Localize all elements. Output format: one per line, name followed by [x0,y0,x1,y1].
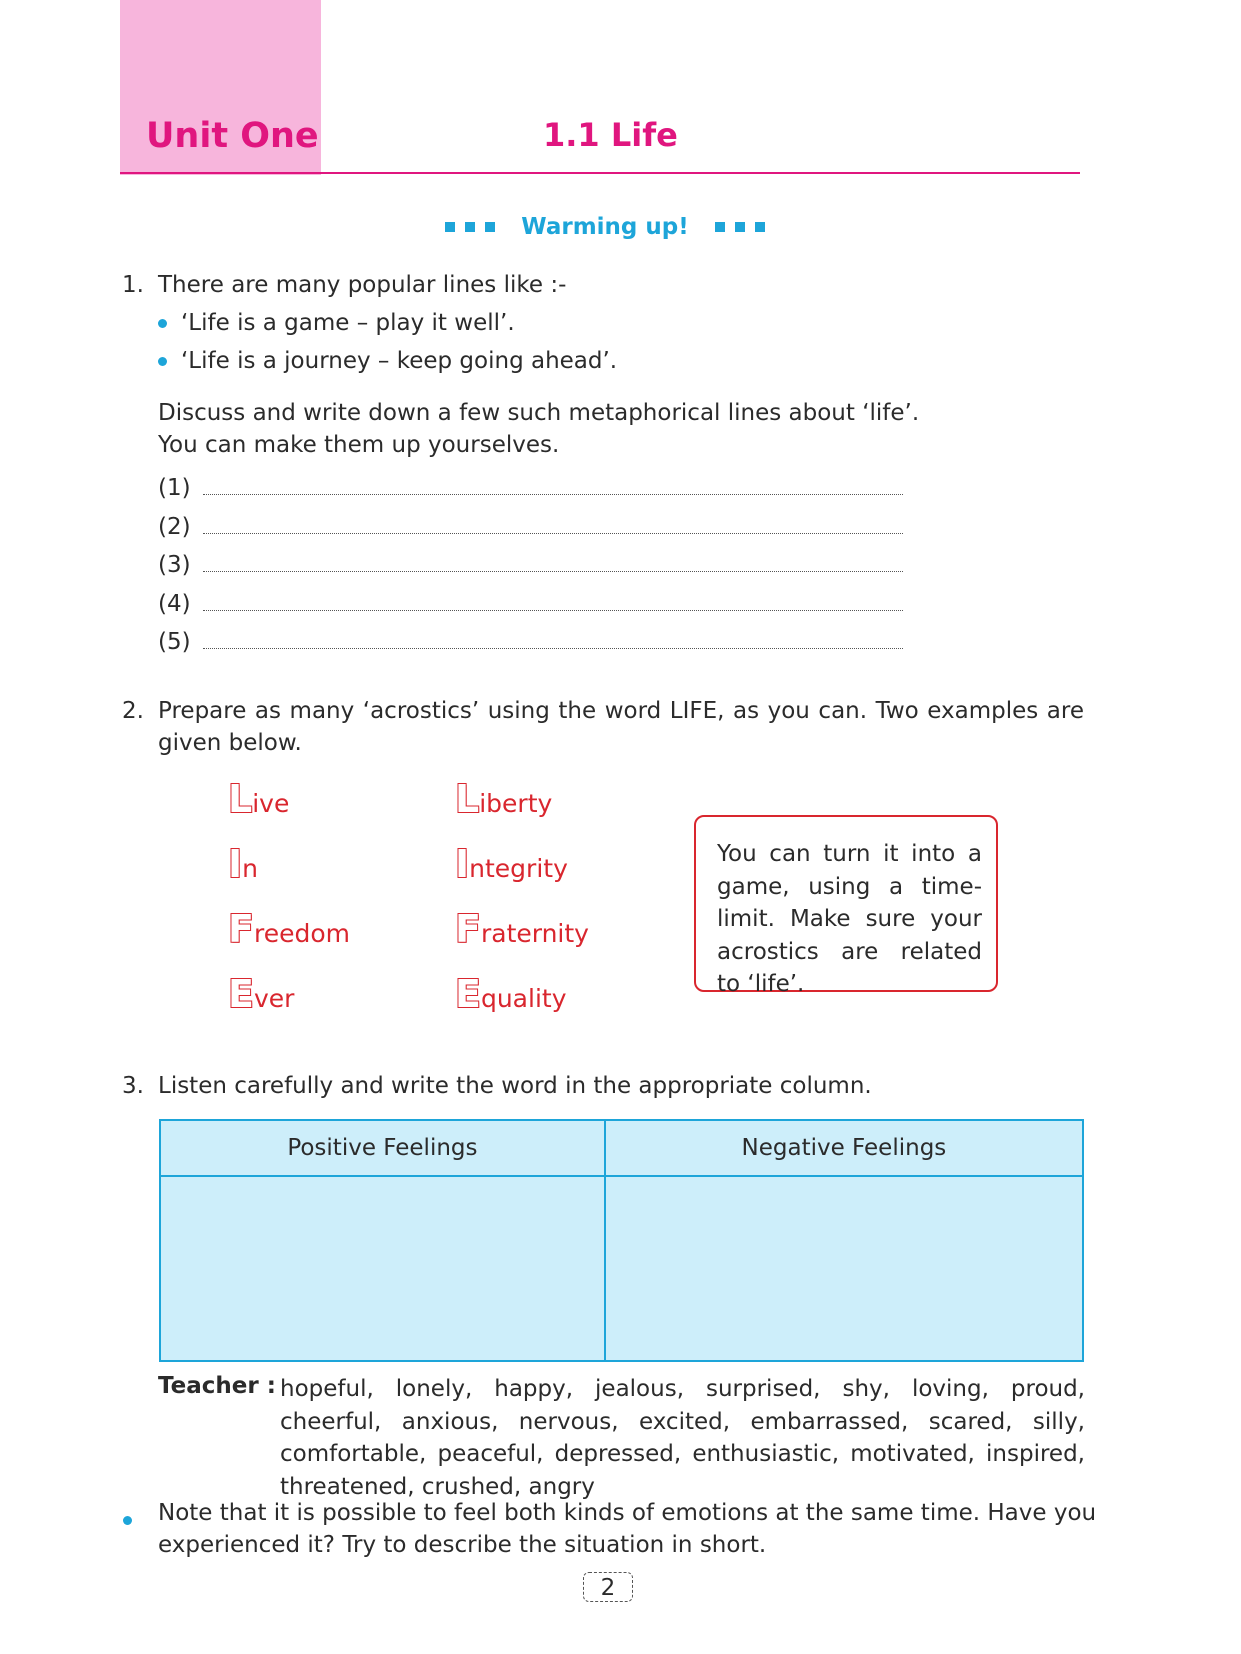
teacher-label: Teacher : [158,1373,276,1399]
acrostic-rest: ntegrity [469,854,568,883]
dotted-line [203,610,903,611]
acrostic-rest: ver [253,984,295,1013]
acrostic-cap: E [228,972,254,1016]
q1-number: 1. [122,272,144,298]
q1-bullet-2-text: ‘Life is a journey – keep going ahead’. [181,348,618,374]
positive-feelings-header: Positive Feelings [160,1120,605,1176]
q1-bullet-2 [158,345,617,377]
note-line-2: experienced it? Try to describe the situation in short. [158,1532,767,1558]
answer-label: (2) [158,514,191,540]
acrostic-rest: raternity [480,919,589,948]
dotted-line [203,533,903,534]
acrostic-rest: ive [252,789,290,818]
answer-label: (4) [158,591,191,617]
section-heading [440,210,770,244]
acrostic-1-live [228,777,289,821]
table-row [160,1176,1083,1361]
lesson-title: 1.1 Life [543,116,678,154]
answer-label: (1) [158,475,191,501]
q1-intro: There are many popular lines like :- [158,272,567,298]
feelings-table [159,1119,1084,1362]
answer-label: (3) [158,552,191,578]
q1-bullet-1 [158,307,515,339]
acrostic-cap: E [455,972,481,1016]
answer-line-3[interactable] [158,552,903,578]
bullet-icon [158,319,167,328]
acrostic-rest: reedom [253,919,350,948]
answer-line-5[interactable] [158,629,903,655]
teacher-word-list: hopeful, lonely, happy, jealous, surprised, shy, loving, proud, cheerful, anxious, nervous, excited, embarrassed, scared, silly, comfortable, peaceful, depressed, enthusiastic, motivated, inspired, threatened, crushed, angry [280,1376,1085,1500]
acrostic-1-freedom [228,907,350,951]
negative-feelings-cell[interactable] [605,1176,1083,1361]
q1-instruction-2: You can make them up yourselves. [158,432,560,458]
note-bullet-icon [123,1510,132,1529]
q1-instruction-1: Discuss and write down a few such metaphorical lines about ‘life’. [158,400,920,426]
q2-line-1: Prepare as many ‘acrostics’ using the word LIFE, as you can. Two examples are [158,698,1084,724]
acrostic-cap: I [455,842,470,886]
acrostic-1-in [228,842,258,886]
dotted-line [203,494,903,495]
q2-line-2: given below. [158,730,302,756]
answer-line-4[interactable] [158,591,903,617]
answer-line-2[interactable] [158,514,903,540]
note-line-1: Note that it is possible to feel both kinds of emotions at the same time. Have you [158,1500,1097,1526]
acrostic-rest: quality [480,984,567,1013]
acrostic-cap: I [228,842,243,886]
q1-bullet-1-text: ‘Life is a game – play it well’. [181,310,515,336]
decorative-squares-left [445,222,495,232]
dotted-line [203,571,903,572]
decorative-squares-right [715,222,765,232]
table-header-row [160,1120,1083,1176]
tip-text: You can turn it into a game, using a time-limit. Make sure your acrostics are related to ‘life’. [717,841,982,997]
acrostic-cap: L [228,777,253,821]
q3-instruction: Listen carefully and write the word in the appropriate column. [158,1073,872,1099]
acrostic-rest: n [242,854,258,883]
acrostic-1-ever [228,972,294,1016]
acrostic-cap: L [455,777,480,821]
answer-line-1[interactable] [158,475,903,501]
acrostic-cap: F [228,907,254,951]
unit-title: Unit One [146,116,319,156]
q2-number: 2. [122,698,144,724]
positive-feelings-cell[interactable] [160,1176,605,1361]
q3-number: 3. [122,1073,144,1099]
acrostic-2-integrity [455,842,568,886]
dotted-line [203,648,903,649]
title-divider [120,172,1080,174]
page-number: 2 [583,1572,633,1602]
bullet-icon [158,357,167,366]
acrostic-rest: iberty [479,789,553,818]
acrostic-cap: F [455,907,481,951]
acrostic-2-liberty [455,777,552,821]
negative-feelings-header: Negative Feelings [605,1120,1083,1176]
acrostic-2-fraternity [455,907,589,951]
section-heading-text: Warming up! [521,214,689,240]
acrostic-2-equality [455,972,567,1016]
answer-label: (5) [158,629,191,655]
